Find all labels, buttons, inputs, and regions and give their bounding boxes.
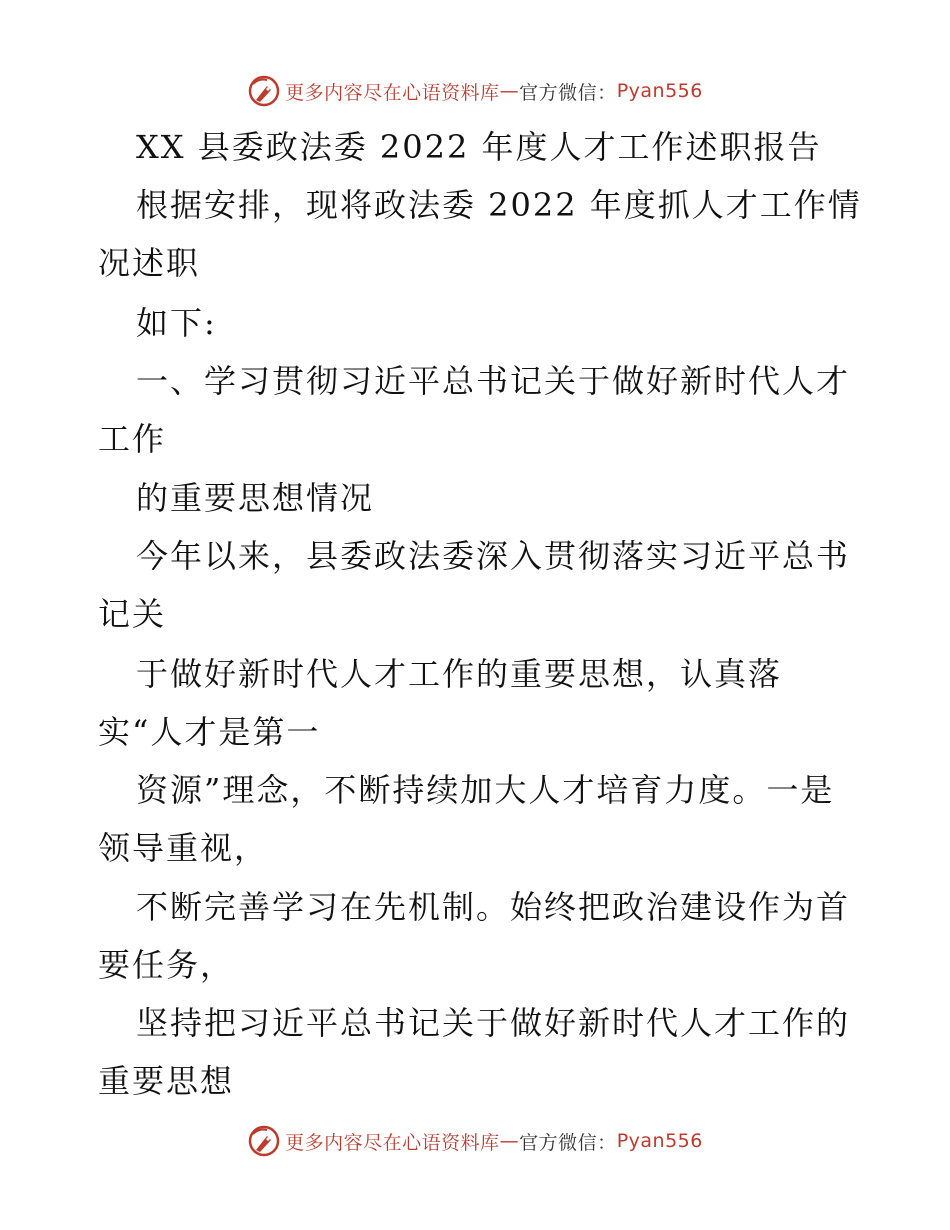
section-heading-line: 工作	[98, 420, 167, 458]
watermark-separator: —	[499, 1130, 520, 1152]
paragraph-line: 实“人才是第一	[98, 713, 321, 751]
paragraph-line: 领导重视，	[98, 829, 269, 867]
pen-nib-logo-icon	[247, 1124, 281, 1158]
paragraph-line: 根据安排，现将政法委 2022 年度抓人才工作情	[136, 186, 862, 224]
paragraph-line: 于做好新时代人才工作的重要思想，认真落	[136, 655, 783, 693]
paragraph-line: 记关	[98, 595, 167, 633]
watermark-official-label: 官方微信：	[519, 81, 617, 104]
paragraph-line: 如下:	[136, 304, 217, 342]
watermark-wechat-id: Pyan556	[616, 1130, 703, 1152]
watermark-brand: 更多内容尽在心语资料库	[285, 81, 500, 104]
section-heading-line: 的重要思想情况	[136, 479, 375, 517]
watermark-wechat-id: Pyan556	[616, 80, 703, 102]
watermark-brand: 更多内容尽在心语资料库	[285, 1131, 500, 1154]
watermark-official-label: 官方微信：	[519, 1131, 617, 1154]
document-title: XX 县委政法委 2022 年度人才工作述职报告	[136, 128, 822, 166]
paragraph-line: 今年以来，县委政法委深入贯彻落实习近平总书	[136, 537, 851, 575]
paragraph-line: 坚持把习近平总书记关于做好新时代人才工作的	[136, 1004, 851, 1042]
section-heading-line: 一、学习贯彻习近平总书记关于做好新时代人才	[136, 362, 851, 400]
watermark-separator: —	[499, 80, 520, 102]
paragraph-line: 不断完善学习在先机制。始终把政治建设作为首	[136, 888, 851, 926]
paragraph-line: 要任务，	[98, 946, 235, 984]
paragraph-line: 况述职	[98, 244, 201, 282]
watermark-footer	[0, 1121, 950, 1161]
paragraph-line: 资源”理念，不断持续加大人才培育力度。一是	[136, 771, 835, 809]
paragraph-line: 重要思想	[98, 1062, 235, 1100]
